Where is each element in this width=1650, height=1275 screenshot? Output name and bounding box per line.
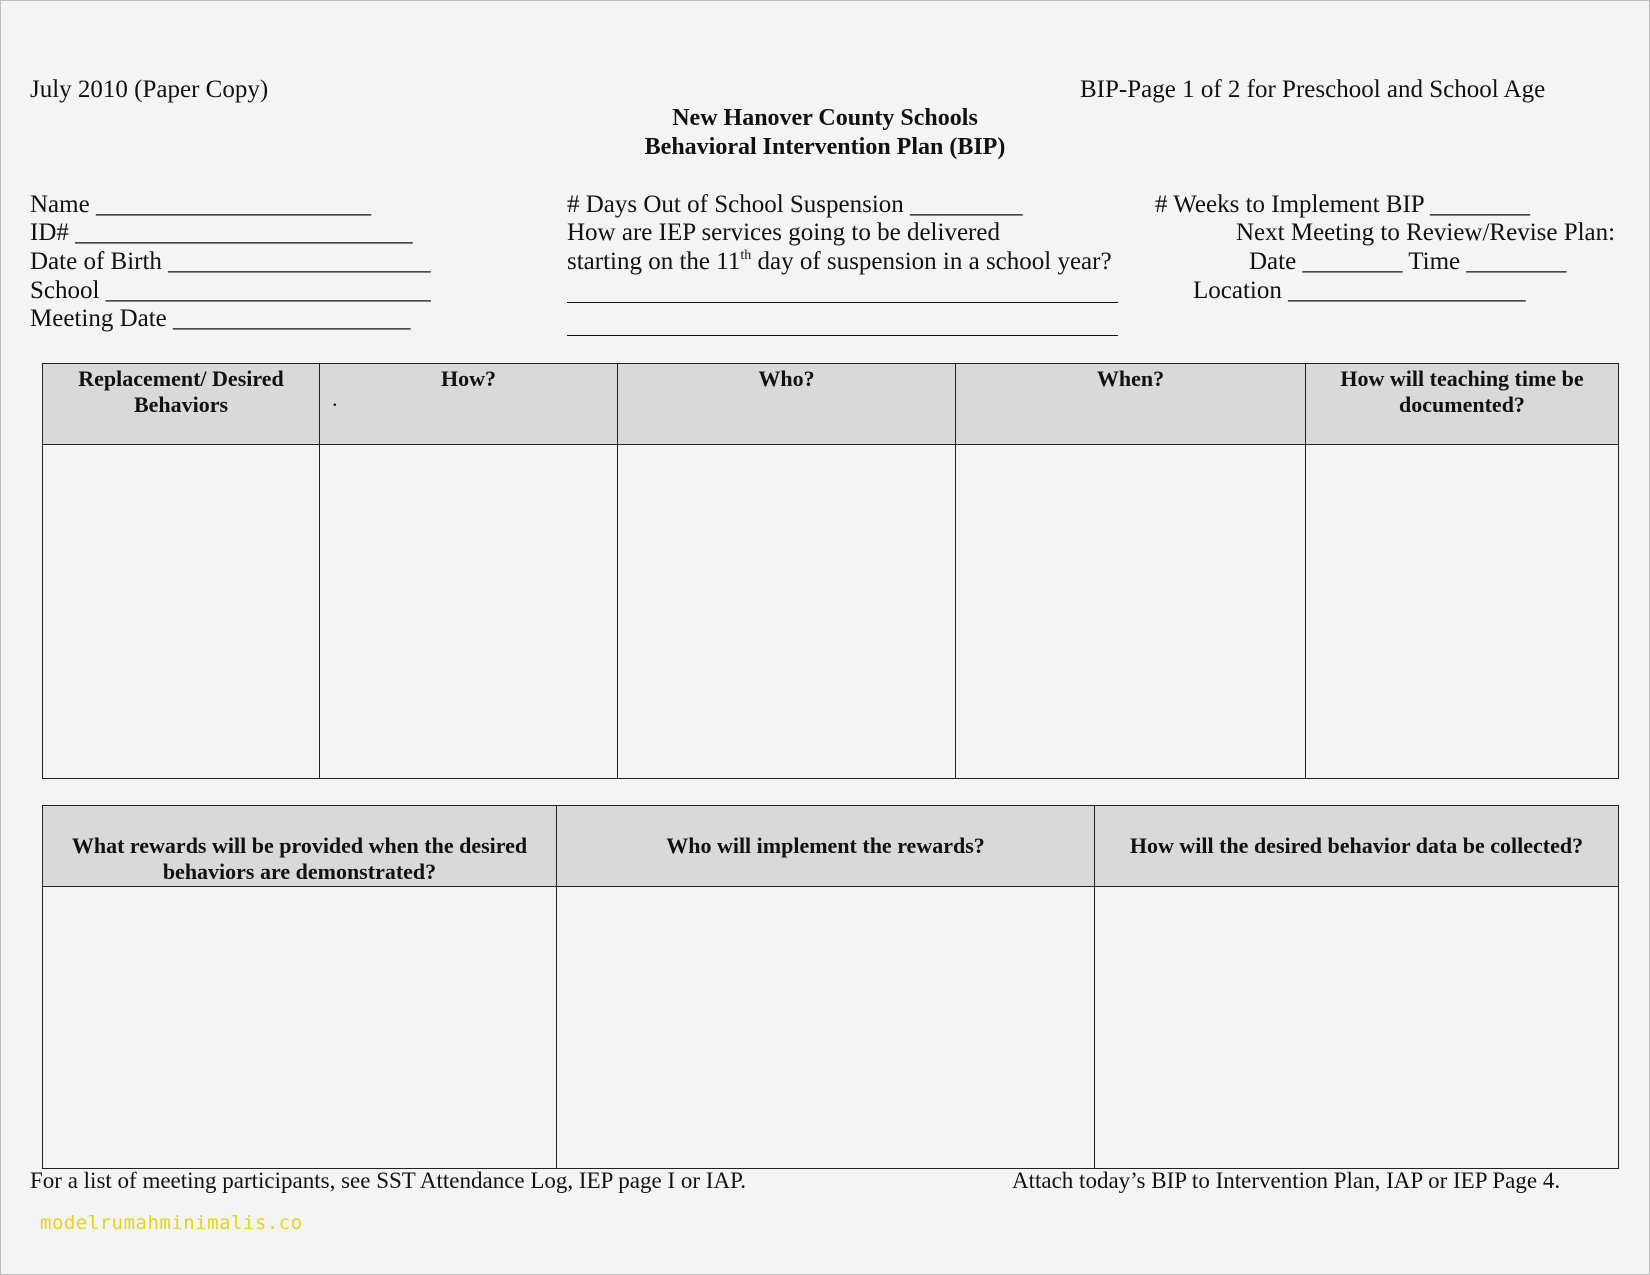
cell-who-implements[interactable]: [557, 887, 1095, 1169]
col-header-who: Who?: [618, 364, 956, 445]
replacement-behaviors-table: [42, 363, 1619, 779]
iep-question-line2: starting on the 11th day of suspension in a school year?: [567, 248, 1112, 275]
meeting-date-time-field[interactable]: Date ________ Time ________: [1249, 248, 1567, 275]
col-header-replacement-behaviors: Replacement/ Desired Behaviors: [43, 364, 320, 445]
location-field[interactable]: Location ___________________: [1193, 277, 1526, 304]
col-header-rewards: What rewards will be provided when the desired behaviors are demonstrated?: [43, 806, 557, 887]
rewards-table: [42, 805, 1619, 1169]
header-date: July 2010 (Paper Copy): [30, 76, 269, 103]
iep-answer-line-2[interactable]: [567, 335, 1118, 336]
header-page-info: BIP-Page 1 of 2 for Preschool and School Age: [1080, 76, 1546, 103]
id-field[interactable]: ID# ___________________________: [30, 219, 413, 246]
cell-data-collection[interactable]: [1095, 887, 1619, 1169]
cell-how[interactable]: [320, 445, 618, 779]
iep-question-line1: How are IEP services going to be delivered: [567, 219, 1000, 246]
document-subtitle: Behavioral Intervention Plan (BIP): [644, 134, 1006, 160]
document-title: New Hanover County Schools: [672, 105, 978, 131]
cell-rewards[interactable]: [43, 887, 557, 1169]
weeks-to-implement-field[interactable]: # Weeks to Implement BIP ________: [1155, 191, 1531, 218]
cell-teaching-time[interactable]: [1306, 445, 1619, 779]
col-header-when: When?: [956, 364, 1306, 445]
iep-answer-line-1[interactable]: [567, 302, 1118, 303]
next-meeting-label: Next Meeting to Review/Revise Plan:: [1236, 219, 1616, 246]
footer-participants-note: For a list of meeting participants, see SST Attendance Log, IEP page I or IAP.: [30, 1168, 747, 1193]
watermark: modelrumahminimalis.co: [40, 1212, 303, 1234]
col-header-how: How? .: [320, 364, 618, 445]
col-header-data-collection: How will the desired behavior data be collected?: [1095, 806, 1619, 887]
school-field[interactable]: School __________________________: [30, 277, 431, 304]
footer-attach-note: Attach today’s BIP to Intervention Plan, IAP or IEP Page 4.: [1012, 1168, 1561, 1193]
cell-replacement-behaviors[interactable]: [43, 445, 320, 779]
date-of-birth-field[interactable]: Date of Birth _____________________: [30, 248, 431, 275]
cell-when[interactable]: [956, 445, 1306, 779]
name-field[interactable]: Name ______________________: [30, 191, 371, 218]
col-header-who-implements: Who will implement the rewards?: [557, 806, 1095, 887]
cell-who[interactable]: [618, 445, 956, 779]
days-out-field[interactable]: # Days Out of School Suspension _________: [567, 191, 1023, 218]
col-header-teaching-time: How will teaching time be documented?: [1306, 364, 1619, 445]
meeting-date-field[interactable]: Meeting Date ___________________: [30, 305, 411, 332]
